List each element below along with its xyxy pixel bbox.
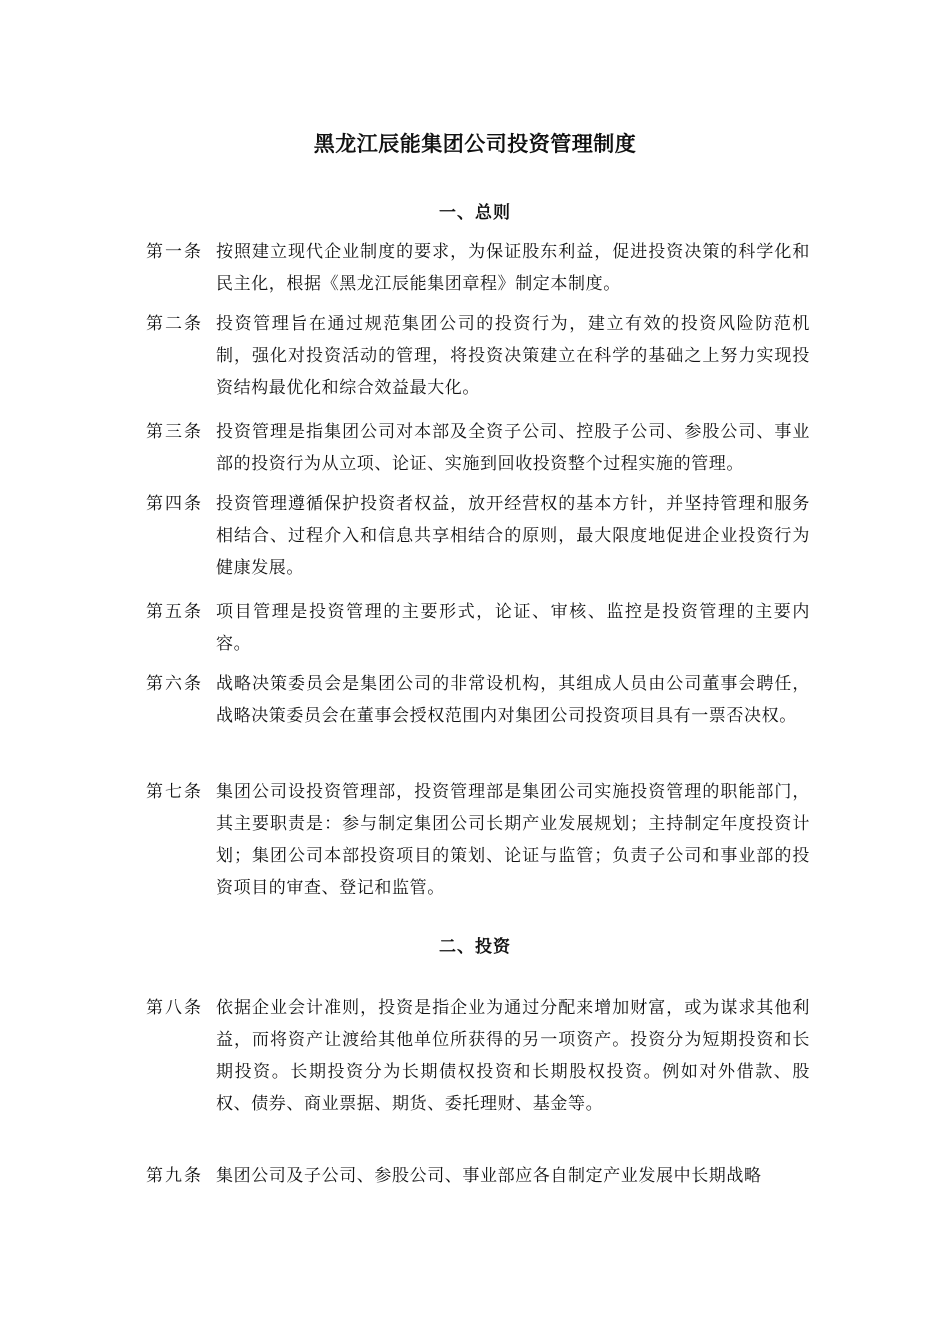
article-4: [146, 488, 810, 584]
article-text: 战略决策委员会是集团公司的非常设机构，其组成人员由公司董事会聘任，战略决策委员会在董事会授权范围内对集团公司投资项目具有一票否决权。: [216, 674, 810, 726]
article-text: 按照建立现代企业制度的要求，为保证股东利益，促进投资决策的科学化和民主化，根据《黑龙江辰能集团章程》制定本制度。: [216, 242, 810, 294]
article-number: 第九条: [146, 1166, 203, 1186]
article-text: 依据企业会计准则，投资是指企业为通过分配来增加财富，或为谋求其他利益，而将资产让渡给其他单位所获得的另一项资产。投资分为短期投资和长期投资。长期投资分为长期债权投资和长期股权投资。例如对外借款、股权、债券、商业票据、期货、委托理财、基金等。: [216, 998, 810, 1114]
section-heading-general: 一、总则: [439, 203, 511, 223]
article-number: 第六条: [146, 674, 203, 694]
article-1: [146, 236, 810, 300]
article-3: [146, 416, 810, 480]
article-9: [146, 1160, 810, 1192]
document-title: 黑龙江辰能集团公司投资管理制度: [313, 132, 637, 156]
article-number: 第一条: [146, 242, 203, 262]
article-number: 第三条: [146, 422, 203, 442]
article-7: [146, 776, 810, 904]
article-number: 第二条: [146, 314, 203, 334]
section-heading-investment: 二、投资: [439, 937, 511, 957]
article-2: [146, 308, 810, 404]
article-text: 集团公司设投资管理部，投资管理部是集团公司实施投资管理的职能部门，其主要职责是：参与制定集团公司长期产业发展规划；主持制定年度投资计划；集团公司本部投资项目的策划、论证与监管；负责子公司和事业部的投资项目的审查、登记和监管。: [216, 782, 810, 898]
article-text: 投资管理遵循保护投资者权益，放开经营权的基本方针，并坚持管理和服务相结合、过程介入和信息共享相结合的原则，最大限度地促进企业投资行为健康发展。: [216, 494, 810, 578]
article-number: 第五条: [146, 602, 203, 622]
article-number: 第七条: [146, 782, 203, 802]
article-8: [146, 992, 810, 1120]
article-6: [146, 668, 810, 732]
article-number: 第四条: [146, 494, 203, 514]
article-text: 投资管理是指集团公司对本部及全资子公司、控股子公司、参股公司、事业部的投资行为从立项、论证、实施到回收投资整个过程实施的管理。: [216, 422, 810, 474]
article-5: [146, 596, 810, 660]
article-text: 投资管理旨在通过规范集团公司的投资行为，建立有效的投资风险防范机制，强化对投资活动的管理，将投资决策建立在科学的基础之上努力实现投资结构最优化和综合效益最大化。: [216, 314, 810, 398]
article-text: 项目管理是投资管理的主要形式，论证、审核、监控是投资管理的主要内容。: [216, 602, 810, 654]
article-text: 集团公司及子公司、参股公司、事业部应各自制定产业发展中长期战略: [216, 1166, 762, 1186]
article-number: 第八条: [146, 998, 203, 1018]
